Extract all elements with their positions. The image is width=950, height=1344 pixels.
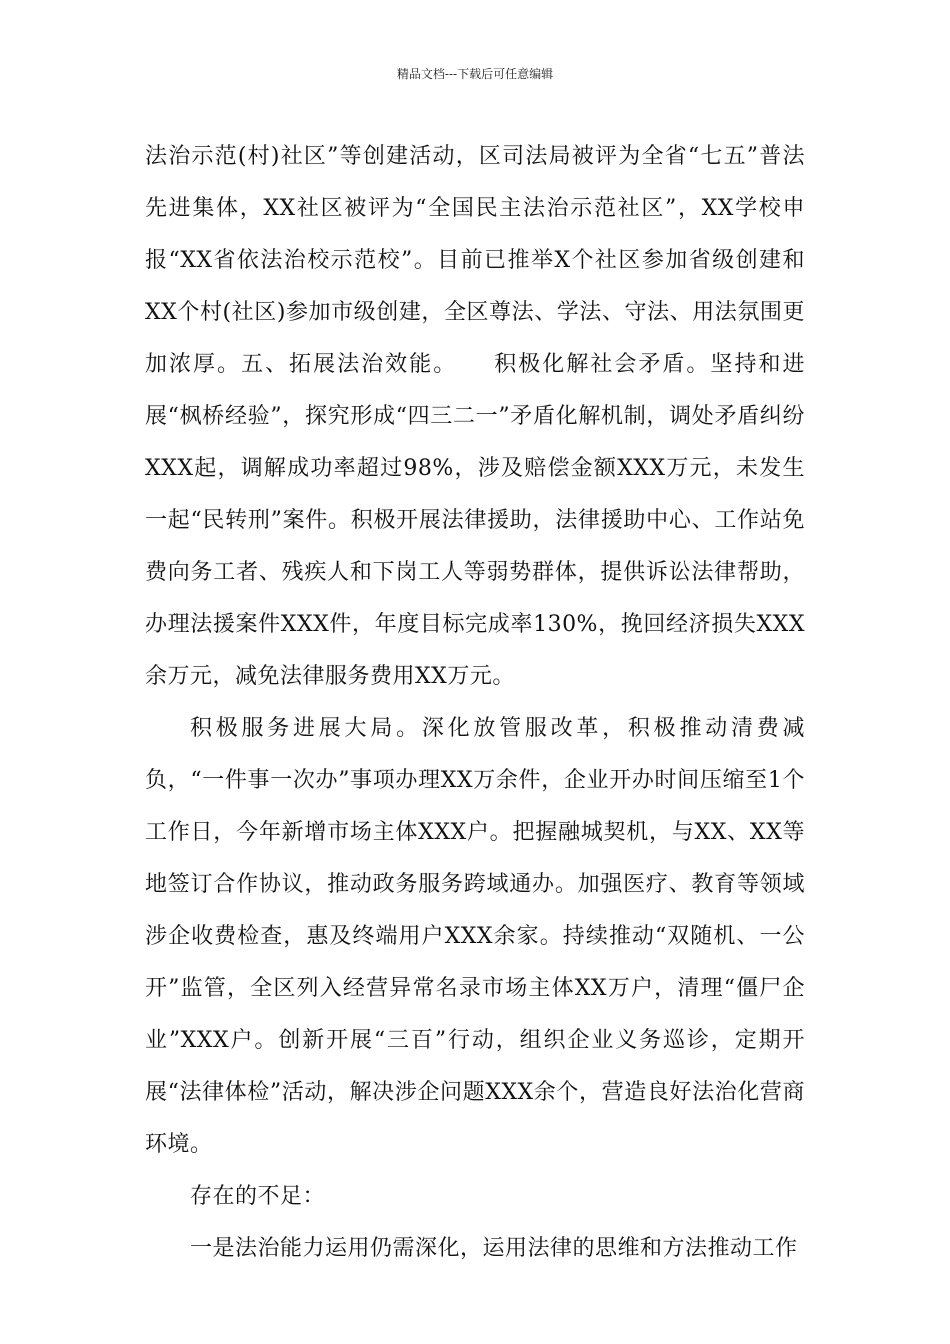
- paragraph-3: 存在的不足：: [190, 1184, 326, 1209]
- paragraph-1: 法治示范(村)社区”等创建活动，区司法局被评为全省“七五”普法先进集体，XX社区被评为“全国民主法治示范社区”，XX学校申报“XX省依法治校示范校”。目前已推举X个社区参加省级创建和XX个村(社区)参加市级创建，全区尊法、学法、守法、用法氛围更加浓厚。五、拓展法治效能。 积极化解社会矛盾。坚持和进展“枫桥经验”，探究形成“四三二一”矛盾化解机制，调处矛盾纠纷XXX起，调解成功率超过98%，涉及赔偿金额XXX万元，未发生一起“民转刑”案件。积极开展法律援助，法律援助中心、工作站免费向务工者、残疾人和下岗工人等弱势群体，提供诉讼法律帮助，办理法援案件XXX件，年度目标完成率130%，挽回经济损失XXX余万元，减免法律服务费用XX万元。: [145, 144, 805, 689]
- paragraph-2: 积极服务进展大局。深化放管服改革，积极推动清费减负，“一件事一次办”事项办理XX万余件，企业开办时间压缩至1个工作日，今年新增市场主体XXX户。把握融城契机，与XX、XX等地签订合作协议，推动政务服务跨域通办。加强医疗、教育等领域涉企收费检查，惠及终端用户XXX余家。持续推动“双随机、一公开”监管，全区列入经营异常名录市场主体XX万户，清理“僵尸企业”XXX户。创新开展“三百”行动，组织企业义务巡诊，定期开展“法律体检”活动，解决涉企问题XXX余个，营造良好法治化营商环境。: [145, 716, 805, 1157]
- paragraph-4: 一是法治能力运用仍需深化，运用法律的思维和方法推动工作: [190, 1236, 798, 1261]
- document-body: [145, 131, 805, 1275]
- page-header: 精品文档---下载后可任意编辑: [396, 67, 554, 81]
